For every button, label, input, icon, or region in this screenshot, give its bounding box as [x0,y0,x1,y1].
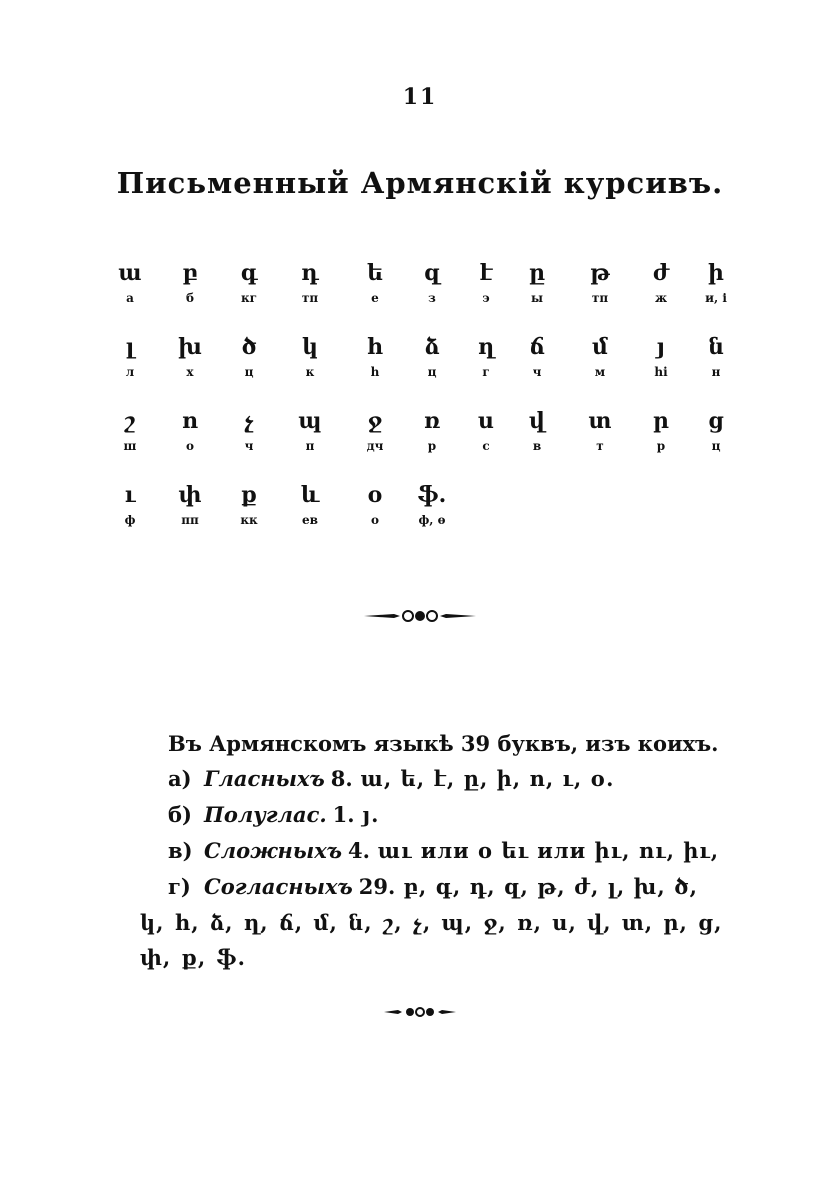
transliteration: кг [240,291,258,305]
armenian-letter: ի [708,260,724,286]
transliteration: г [482,365,490,379]
letter-cell [105,404,155,454]
alphabet-row [105,330,745,404]
armenian-letter: ղ [477,334,495,360]
armenian-letter: խ [178,334,202,360]
letter-cell [285,330,335,380]
category-count: 1. [332,802,355,827]
armenian-letter: ֆ. [417,482,447,508]
transliteration: hi [654,365,668,379]
summary-intro: Въ Армянскомъ языкѣ 39 буквъ, изъ коихъ. [168,731,719,756]
transliteration: э [482,291,490,305]
letter-cell [224,404,274,454]
armenian-letter: թ [589,260,610,286]
transliteration: а [126,291,134,305]
letter-cell [407,404,457,454]
armenian-letter: ե [366,260,384,286]
category-label: Полуглас. [204,802,327,827]
armenian-letter: օ [367,482,383,508]
transliteration: л [125,365,135,379]
armenian-letter: ջ [367,408,383,434]
armenian-letter: ձ [424,334,440,360]
letter-cell [575,256,625,306]
category-letters: բ, գ, դ, զ, թ, ժ, լ, խ, ծ, [403,874,698,899]
armenian-letter: բ [182,260,198,286]
letter-cell [350,256,400,306]
transliteration: пп [181,513,199,527]
armenian-letter: ր [653,408,669,434]
armenian-letter: զ [423,260,441,286]
transliteration: ш [123,439,137,453]
category-label: Согласныхъ [204,874,353,899]
transliteration: р [656,439,666,453]
alphabet-row [105,256,745,330]
transliteration: кк [240,513,258,527]
category-line [140,869,780,905]
transliteration: ж [654,291,668,305]
armenian-letter: ք [240,482,258,508]
armenian-letter: ճ [529,334,545,360]
item-marker: в) [168,838,193,863]
item-marker: г) [168,874,191,899]
letter-cell [461,330,511,380]
item-marker: б) [168,802,192,827]
item-marker: а) [168,766,192,791]
letter-cell [224,330,274,380]
consonants-continuation: կ, հ, ձ, ղ, ճ, մ, ն, շ, չ, պ, ջ, ռ, ս, վ, տ, ր, ց, [140,910,723,935]
transliteration: м [594,365,606,379]
armenian-letter: ծ [241,334,257,360]
letter-cell [407,256,457,306]
transliteration: с [482,439,490,453]
transliteration: ц [711,439,721,453]
armenian-letter: լ [125,334,135,360]
transliteration: ф [124,513,136,527]
armenian-letter: վ [529,408,545,434]
category-line [140,833,780,869]
transliteration: н [711,365,721,379]
letter-cell [512,330,562,380]
letter-cell [407,478,457,528]
armenian-letter: ը [528,260,546,286]
armenian-letter: ն [708,334,724,360]
letter-cell [350,330,400,380]
transliteration: ы [530,291,544,305]
ornament-icon [360,606,480,626]
category-letters: ա, ե, է, ը, ի, ո, ւ, օ. [360,766,615,791]
letter-cell [575,404,625,454]
letter-cell [285,478,335,528]
category-line [140,761,780,797]
letter-cell [224,478,274,528]
transliteration: h [370,365,380,379]
transliteration: ф, ѳ [418,513,446,527]
letter-cell [691,404,741,454]
ornament-icon [380,1004,460,1020]
armenian-letter: ժ [652,260,670,286]
transliteration: б [185,291,194,305]
transliteration: з [428,291,436,305]
transliteration: о [185,439,194,453]
transliteration: и, і [705,291,727,305]
transliteration: ев [302,513,318,527]
transliteration: т [596,439,604,453]
category-letters: աւ или о եւ или իւ, ու, իւ, [377,838,720,863]
transliteration: ч [244,439,254,453]
transliteration: тп [591,291,609,305]
alphabet-row [105,478,745,552]
alphabet-row [105,404,745,478]
alphabet-table [105,256,745,552]
transliteration: е [371,291,379,305]
armenian-letter: ս [478,408,494,434]
letter-cell [105,478,155,528]
armenian-letter: յ [657,334,665,360]
letter-cell [461,256,511,306]
armenian-letter: կ [302,334,318,360]
consonants-continuation: փ, ք, ֆ. [140,945,246,970]
letter-cell [691,256,741,306]
transliteration: р [427,439,437,453]
transliteration: п [305,439,315,453]
letter-cell [224,256,274,306]
armenian-letter: փ [178,482,202,508]
transliteration: х [186,365,194,379]
transliteration: к [305,365,315,379]
category-count: 29. [358,874,396,899]
summary-text [140,726,780,975]
category-line [140,797,780,833]
letter-cell [512,256,562,306]
transliteration: тп [301,291,319,305]
letter-cell [285,256,335,306]
ornament-divider [0,1004,840,1024]
armenian-letter: և [300,482,320,508]
letter-cell [461,404,511,454]
transliteration: дч [366,439,384,453]
armenian-letter: չ [244,408,254,434]
armenian-letter: դ [301,260,319,286]
letter-cell [165,478,215,528]
letter-cell [691,330,741,380]
letter-cell [165,404,215,454]
category-letters: յ. [362,802,380,827]
letter-cell [105,330,155,380]
armenian-letter: շ [124,408,136,434]
armenian-letter: ո [181,408,199,434]
category-label: Гласныхъ [204,766,325,791]
armenian-letter: տ [588,408,612,434]
transliteration: ч [532,365,542,379]
letter-cell [285,404,335,454]
letter-cell [636,330,686,380]
armenian-letter: հ [366,334,384,360]
letter-cell [105,256,155,306]
transliteration: ц [427,365,437,379]
letter-cell [350,478,400,528]
letter-cell [575,330,625,380]
letter-cell [165,256,215,306]
armenian-letter: ւ [124,482,136,508]
letter-cell [512,404,562,454]
page-title: Письменный Армянскій курсивъ. [116,166,724,200]
category-count: 4. [347,838,370,863]
armenian-letter: ռ [423,408,441,434]
transliteration: ц [244,365,254,379]
letter-cell [636,256,686,306]
category-count: 8. [330,766,353,791]
armenian-letter: ա [118,260,142,286]
transliteration: в [532,439,542,453]
letter-cell [165,330,215,380]
ornament-divider [0,606,840,630]
letter-cell [407,330,457,380]
transliteration: о [370,513,379,527]
armenian-letter: պ [298,408,322,434]
letter-cell [636,404,686,454]
armenian-letter: է [479,260,493,286]
armenian-letter: մ [592,334,608,360]
armenian-letter: ց [708,408,724,434]
page-number: 11 [402,84,438,110]
category-label: Сложныхъ [204,838,342,863]
armenian-letter: գ [240,260,258,286]
letter-cell [350,404,400,454]
